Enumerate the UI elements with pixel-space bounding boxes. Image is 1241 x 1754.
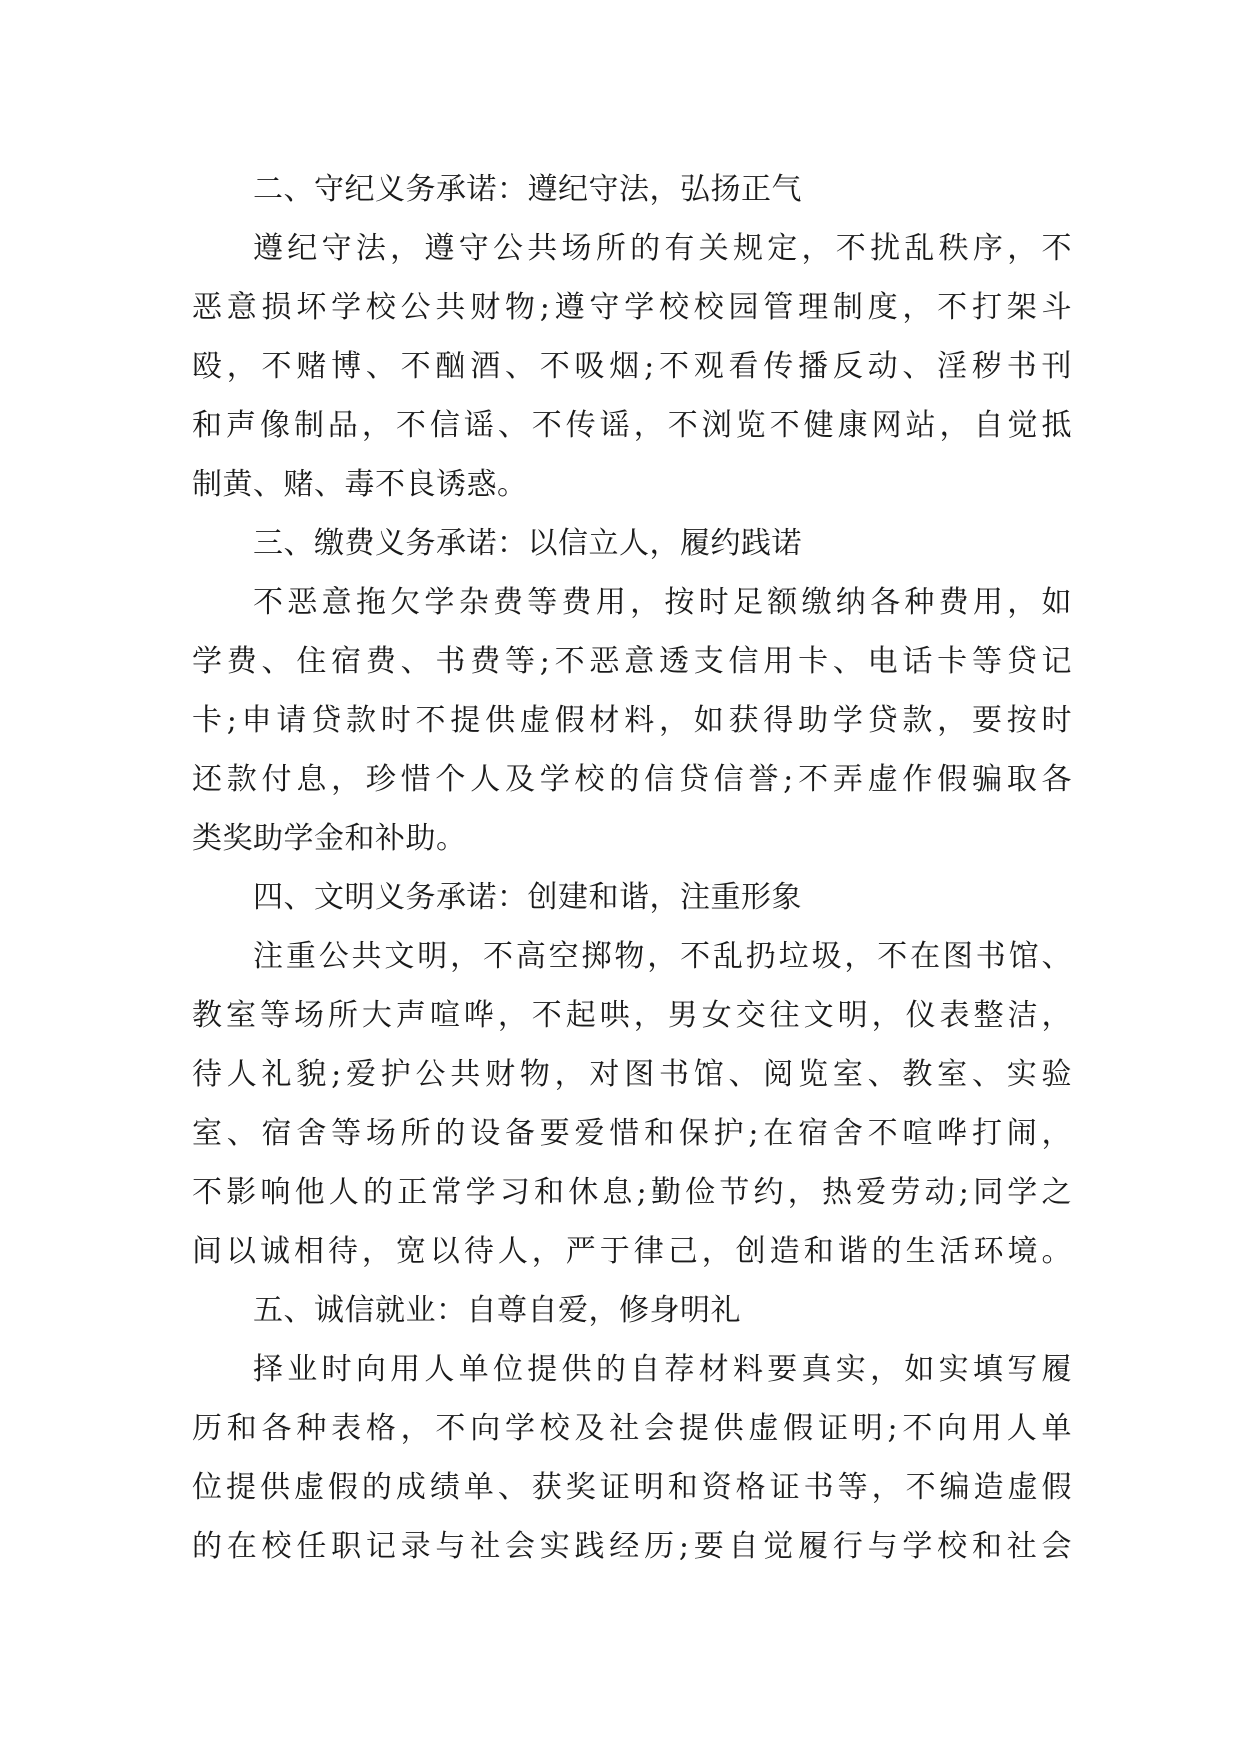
paragraph-line: 不影响他人的正常学习和休息;勤俭节约，热爱劳动;同学之	[192, 1175, 1072, 1210]
paragraph-line: 卡;申请贷款时不提供虚假材料，如获得助学贷款，要按时	[192, 703, 1072, 738]
paragraph-line: 待人礼貌;爱护公共财物，对图书馆、阅览室、教室、实验	[192, 1057, 1072, 1092]
paragraph-line: 制黄、赌、毒不良诱惑。	[192, 467, 528, 502]
paragraph-line: 类奖助学金和补助。	[192, 821, 467, 856]
paragraph-line: 室、宿舍等场所的设备要爱惜和保护;在宿舍不喧哗打闹，	[192, 1116, 1072, 1151]
paragraph-line: 不恶意拖欠学杂费等费用，按时足额缴纳各种费用，如	[253, 585, 1072, 620]
paragraph-line: 位提供虚假的成绩单、获奖证明和资格证书等，不编造虚假	[192, 1470, 1072, 1505]
section-heading-fees: 三、缴费义务承诺：以信立人，履约践诺	[253, 526, 802, 561]
paragraph-line: 遵纪守法，遵守公共场所的有关规定，不扰乱秩序，不	[253, 231, 1072, 266]
document-body	[192, 160, 1072, 1576]
section-heading-civility: 四、文明义务承诺：创建和谐，注重形象	[253, 880, 802, 915]
paragraph-line: 教室等场所大声喧哗，不起哄，男女交往文明，仪表整洁，	[192, 998, 1072, 1033]
paragraph-line: 恶意损坏学校公共财物;遵守学校校园管理制度，不打架斗	[192, 290, 1072, 325]
paragraph-line: 的在校任职记录与社会实践经历;要自觉履行与学校和社会	[192, 1529, 1072, 1564]
paragraph-line: 间以诚相待，宽以待人，严于律己，创造和谐的生活环境。	[192, 1234, 1072, 1269]
paragraph-line: 殴，不赌博、不酗酒、不吸烟;不观看传播反动、淫秽书刊	[192, 349, 1072, 384]
section-heading-employment: 五、诚信就业：自尊自爱，修身明礼	[253, 1293, 741, 1328]
section-heading-discipline: 二、守纪义务承诺：遵纪守法，弘扬正气	[253, 172, 802, 207]
paragraph-line: 注重公共文明，不高空掷物，不乱扔垃圾，不在图书馆、	[253, 939, 1072, 974]
paragraph-line: 学费、住宿费、书费等;不恶意透支信用卡、电话卡等贷记	[192, 644, 1072, 679]
paragraph-line: 历和各种表格，不向学校及社会提供虚假证明;不向用人单	[192, 1411, 1072, 1446]
paragraph-line: 择业时向用人单位提供的自荐材料要真实，如实填写履	[253, 1352, 1072, 1387]
paragraph-line: 还款付息，珍惜个人及学校的信贷信誉;不弄虚作假骗取各	[192, 762, 1072, 797]
paragraph-line: 和声像制品，不信谣、不传谣，不浏览不健康网站，自觉抵	[192, 408, 1072, 443]
